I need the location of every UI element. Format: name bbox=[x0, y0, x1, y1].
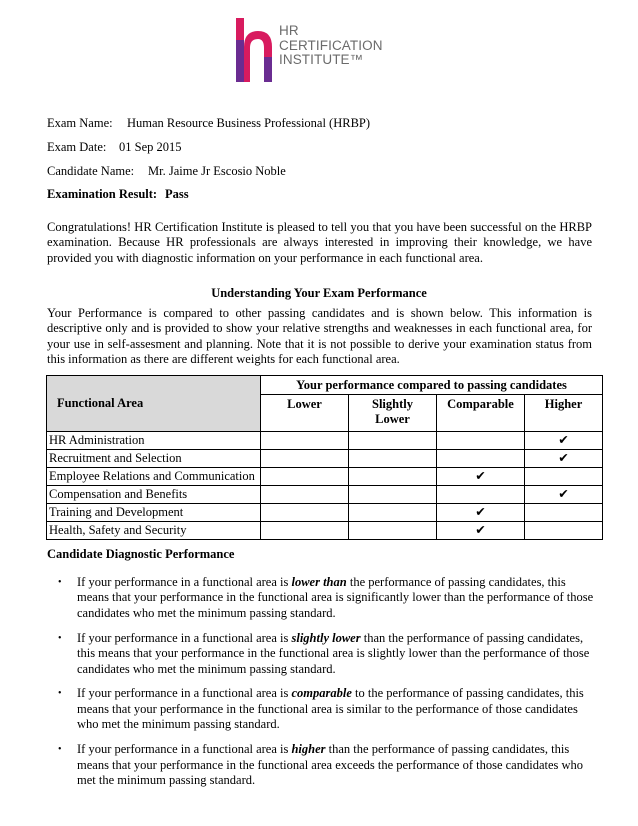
check-icon: ✔ bbox=[558, 487, 569, 501]
intro-paragraph: Congratulations! HR Certification Institute is pleased to tell you that you have been successful on the HRBP examination. Because HR professionals are always interested in improving their knowledge, we have provided you with diagnostic information on your performance in each functional area. bbox=[47, 220, 592, 265]
table-row bbox=[47, 450, 603, 468]
table-row bbox=[47, 522, 603, 540]
diagnostic-text: the performance of passing candidates, this means that your performance in the functional area is significantly lower than the performance of those candidates who met the minimum passing standard. bbox=[77, 575, 594, 620]
rating-cell bbox=[349, 522, 437, 540]
candidate-line bbox=[47, 164, 286, 179]
rating-cell bbox=[525, 432, 603, 450]
functional-area-cell: HR Administration bbox=[47, 432, 261, 450]
bullet-icon: • bbox=[58, 632, 62, 644]
diagnostic-item bbox=[47, 742, 595, 788]
logo-bar-purple bbox=[236, 40, 244, 82]
rating-cell bbox=[261, 522, 349, 540]
rating-cell bbox=[349, 486, 437, 504]
rating-cell bbox=[525, 486, 603, 504]
check-icon: ✔ bbox=[475, 523, 486, 537]
understanding-title: Understanding Your Exam Performance bbox=[211, 286, 427, 300]
logo-line-1: HR bbox=[279, 23, 299, 38]
diagnostic-text: to the performance of passing candidates, this means that your performance in the functional area is similar to the performance of those candidates who met the minimum passing standard. bbox=[77, 686, 584, 732]
check-icon: ✔ bbox=[475, 469, 486, 483]
performance-table-body bbox=[47, 432, 603, 540]
functional-area-cell: Training and Development bbox=[47, 504, 261, 522]
exam-date-value: 01 Sep 2015 bbox=[119, 140, 182, 154]
functional-area-cell: Recruitment and Selection bbox=[47, 450, 261, 468]
col-higher: Higher bbox=[525, 395, 603, 432]
rating-cell bbox=[437, 432, 525, 450]
bullet-icon: • bbox=[58, 688, 62, 700]
comparison-header: Your performance compared to passing candidates bbox=[261, 376, 603, 395]
diagnostic-text: If your performance in a functional area is bbox=[77, 575, 292, 589]
col-slightly-lower bbox=[349, 395, 437, 432]
diagnostic-text: If your performance in a functional area is bbox=[77, 686, 292, 701]
rating-cell bbox=[261, 450, 349, 468]
rating-cell bbox=[349, 450, 437, 468]
rating-cell bbox=[525, 504, 603, 522]
diagnostic-emphasis: slightly lower bbox=[291, 630, 361, 645]
logo-bar-pink bbox=[236, 18, 244, 40]
exam-name-label: Exam Name: bbox=[47, 116, 113, 130]
diagnostic-emphasis: comparable bbox=[291, 686, 352, 701]
diagnostic-title: Candidate Diagnostic Performance bbox=[47, 547, 235, 561]
diagnostic-emphasis: lower than bbox=[291, 575, 347, 589]
check-icon: ✔ bbox=[558, 451, 569, 465]
rating-cell bbox=[525, 450, 603, 468]
rating-cell bbox=[525, 522, 603, 540]
diagnostic-item bbox=[47, 575, 595, 621]
rating-cell bbox=[349, 468, 437, 486]
functional-area-cell: Health, Safety and Security bbox=[47, 522, 261, 540]
exam-date-line bbox=[47, 140, 182, 155]
rating-cell bbox=[261, 468, 349, 486]
bullet-icon: • bbox=[58, 577, 62, 588]
check-icon: ✔ bbox=[475, 505, 486, 519]
rating-cell bbox=[437, 486, 525, 504]
logo-wordmark bbox=[279, 24, 383, 68]
rating-cell bbox=[437, 468, 525, 486]
table-row bbox=[47, 468, 603, 486]
rating-cell bbox=[349, 504, 437, 522]
diagnostic-item bbox=[47, 631, 595, 677]
diagnostic-emphasis: higher bbox=[291, 742, 326, 757]
diagnostic-text: If your performance in a functional area is bbox=[77, 742, 292, 757]
exam-date-label: Exam Date: bbox=[47, 140, 107, 154]
candidate-value: Mr. Jaime Jr Escosio Noble bbox=[148, 164, 286, 178]
functional-area-header: Functional Area bbox=[47, 376, 261, 432]
logo-line-2: CERTIFICATION bbox=[279, 37, 383, 53]
diagnostic-list bbox=[47, 575, 595, 798]
logo-leg-purple bbox=[264, 57, 272, 82]
performance-table bbox=[46, 375, 603, 540]
rating-cell bbox=[437, 450, 525, 468]
col-comparable: Comparable bbox=[437, 395, 525, 432]
diagnostic-item bbox=[47, 686, 595, 732]
rating-cell bbox=[261, 486, 349, 504]
rating-cell bbox=[525, 468, 603, 486]
exam-name-value: Human Resource Business Professional (HRBP) bbox=[127, 116, 371, 130]
table-row bbox=[47, 432, 603, 450]
result-label: Examination Result: bbox=[47, 187, 158, 201]
result-value: Pass bbox=[165, 187, 189, 201]
functional-area-cell: Employee Relations and Communication bbox=[47, 468, 261, 486]
table-row bbox=[47, 504, 603, 522]
understanding-paragraph: Your Performance is compared to other passing candidates and is shown below. This information is descriptive only and is provided to show your relative strengths and weaknesses in each functional area, for your use in self-assesment and planning. Note that it is not possible to derive your examination status from this information as there are different weights for each functional area. bbox=[47, 306, 592, 367]
logo-line-3: INSTITUTE™ bbox=[279, 52, 364, 67]
rating-cell bbox=[437, 522, 525, 540]
rating-cell bbox=[261, 504, 349, 522]
check-icon: ✔ bbox=[558, 433, 569, 447]
table-row bbox=[47, 486, 603, 504]
col-lower: Lower bbox=[261, 395, 349, 432]
col-slightly-lower-label: Slightly Lower bbox=[372, 397, 413, 426]
result-line bbox=[47, 187, 189, 202]
rating-cell bbox=[261, 432, 349, 450]
rating-cell bbox=[437, 504, 525, 522]
exam-name-line bbox=[47, 116, 370, 131]
bullet-icon: • bbox=[58, 744, 62, 756]
diagnostic-text: If your performance in a functional area is bbox=[77, 630, 292, 645]
diagnostic-text: than the performance of passing candidates, this means that your performance in the functional area is slightly lower than the performance of those candidates who met the minimum passing standard. bbox=[77, 630, 590, 676]
diagnostic-text: than the performance of passing candidates, this means that your performance in the functional area exceeds the performance of those candidates who met the minimum passing standard. bbox=[77, 742, 584, 787]
functional-area-cell: Compensation and Benefits bbox=[47, 486, 261, 504]
candidate-label: Candidate Name: bbox=[47, 164, 135, 178]
rating-cell bbox=[349, 432, 437, 450]
